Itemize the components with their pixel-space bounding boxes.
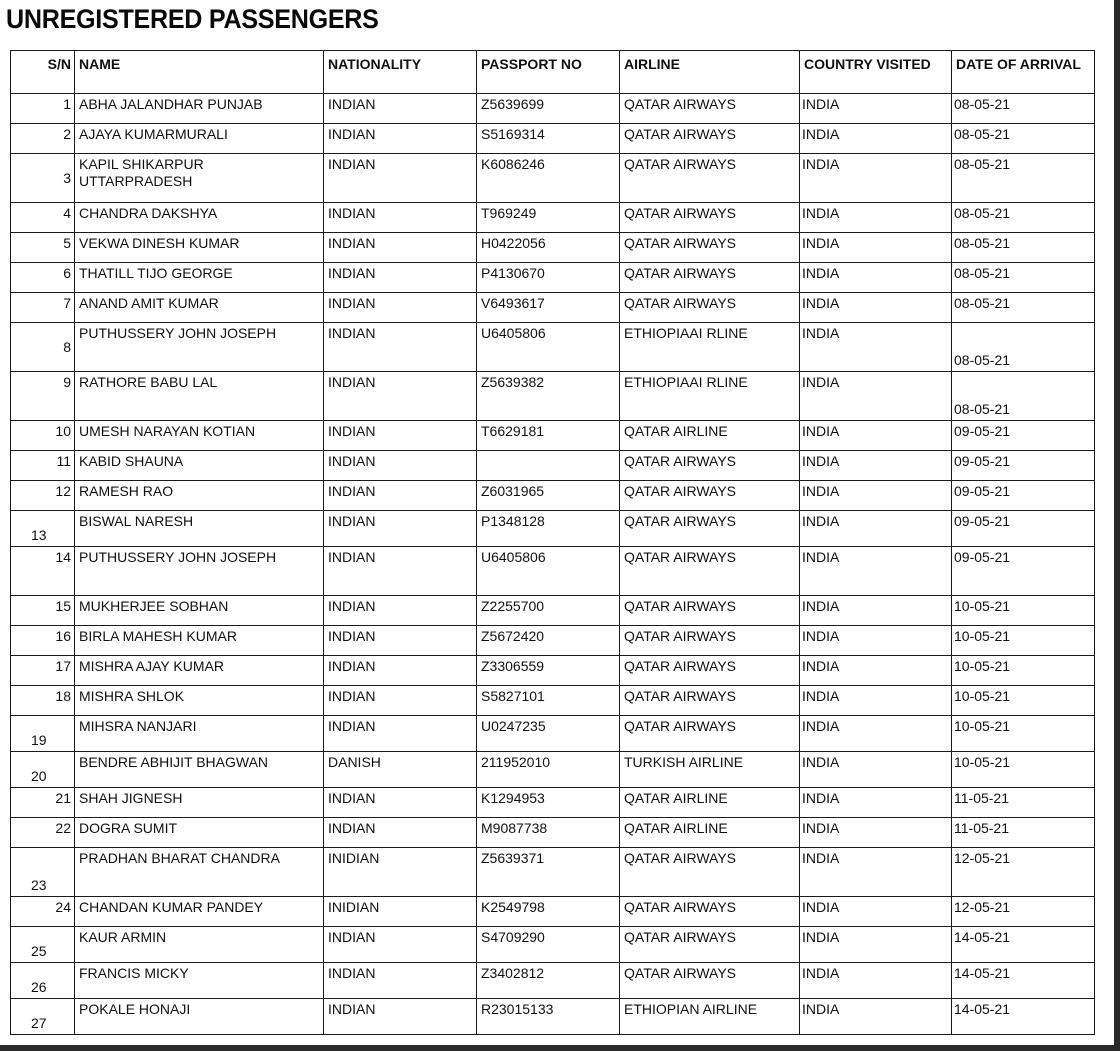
row-date: 08-05-21 (952, 293, 1095, 323)
table-row (11, 999, 1095, 1035)
row-name: ANAND AMIT KUMAR (75, 293, 324, 323)
row-nationality: INDIAN (324, 716, 477, 752)
row-sn: 5 (11, 233, 75, 263)
row-passport: S5827101 (477, 686, 620, 716)
passengers-table (10, 50, 1095, 1035)
table-row (11, 716, 1095, 752)
row-passport: K2549798 (477, 897, 620, 927)
row-country: INDIA (800, 897, 952, 927)
row-airline: QATAR AIRWAYS (620, 626, 800, 656)
row-sn: 16 (11, 626, 75, 656)
row-country: INDIA (800, 788, 952, 818)
row-passport: Z3402812 (477, 963, 620, 999)
row-nationality: DANISH (324, 752, 477, 788)
table-header-row (11, 51, 1095, 94)
row-name: MISHRA SHLOK (75, 686, 324, 716)
row-nationality: INDIAN (324, 323, 477, 372)
row-country: INDIA (800, 124, 952, 154)
row-sn: 18 (11, 686, 75, 716)
row-nationality: INDIAN (324, 293, 477, 323)
row-sn: 12 (11, 481, 75, 511)
row-country: INDIA (800, 596, 952, 626)
row-date: 14-05-21 (952, 927, 1095, 963)
row-passport: P4130670 (477, 263, 620, 293)
row-airline: ETHIOPIAAI RLINE (620, 323, 800, 372)
header-country: COUNTRY VISITED (800, 51, 952, 94)
row-country: INDIA (800, 323, 952, 372)
row-country: INDIA (800, 927, 952, 963)
row-airline: QATAR AIRWAYS (620, 686, 800, 716)
row-sn: 15 (11, 596, 75, 626)
row-country: INDIA (800, 481, 952, 511)
row-name: DOGRA SUMIT (75, 818, 324, 848)
row-passport: S4709290 (477, 927, 620, 963)
row-date: 10-05-21 (952, 686, 1095, 716)
table-row (11, 963, 1095, 999)
row-country: INDIA (800, 421, 952, 451)
row-passport: Z2255700 (477, 596, 620, 626)
row-country: INDIA (800, 716, 952, 752)
row-airline: QATAR AIRLINE (620, 788, 800, 818)
row-date: 09-05-21 (952, 421, 1095, 451)
row-nationality: INDIAN (324, 451, 477, 481)
row-sn: 17 (11, 656, 75, 686)
row-country: INDIA (800, 154, 952, 203)
row-sn: 20 (11, 752, 75, 788)
row-name: RATHORE BABU LAL (75, 372, 324, 421)
row-name: BENDRE ABHIJIT BHAGWAN (75, 752, 324, 788)
row-country: INDIA (800, 752, 952, 788)
row-passport: U6405806 (477, 547, 620, 596)
table-row (11, 656, 1095, 686)
row-country: INDIA (800, 233, 952, 263)
row-name: VEKWA DINESH KUMAR (75, 233, 324, 263)
row-passport: S5169314 (477, 124, 620, 154)
table-row (11, 94, 1095, 124)
table-row (11, 154, 1095, 203)
table-row (11, 293, 1095, 323)
row-sn: 22 (11, 818, 75, 848)
row-airline: QATAR AIRWAYS (620, 511, 800, 547)
row-name: AJAYA KUMARMURALI (75, 124, 324, 154)
row-date: 08-05-21 (952, 203, 1095, 233)
row-passport: V6493617 (477, 293, 620, 323)
row-passport: T6629181 (477, 421, 620, 451)
row-nationality: INDIAN (324, 596, 477, 626)
row-nationality: INDIAN (324, 788, 477, 818)
row-sn: 21 (11, 788, 75, 818)
row-country: INDIA (800, 547, 952, 596)
table-row (11, 788, 1095, 818)
row-airline: QATAR AIRWAYS (620, 481, 800, 511)
row-date: 10-05-21 (952, 716, 1095, 752)
row-sn: 3 (11, 154, 75, 203)
row-country: INDIA (800, 203, 952, 233)
row-name: KAUR ARMIN (75, 927, 324, 963)
row-name: PUTHUSSERY JOHN JOSEPH (75, 547, 324, 596)
row-airline: QATAR AIRWAYS (620, 963, 800, 999)
row-sn: 27 (11, 999, 75, 1035)
table-row (11, 263, 1095, 293)
row-airline: TURKISH AIRLINE (620, 752, 800, 788)
row-nationality: INDIAN (324, 263, 477, 293)
table-row (11, 203, 1095, 233)
row-name: BISWAL NARESH (75, 511, 324, 547)
header-name: NAME (75, 51, 324, 94)
row-name: MUKHERJEE SOBHAN (75, 596, 324, 626)
row-country: INDIA (800, 511, 952, 547)
row-passport: Z5639371 (477, 848, 620, 897)
row-passport: K1294953 (477, 788, 620, 818)
page-title: UNREGISTERED PASSENGERS (6, 4, 379, 34)
row-passport: P1348128 (477, 511, 620, 547)
row-airline: ETHIOPIAN AIRLINE (620, 999, 800, 1035)
table-row (11, 848, 1095, 897)
row-date: 08-05-21 (952, 263, 1095, 293)
row-nationality: INDIAN (324, 927, 477, 963)
table-row (11, 897, 1095, 927)
row-passport: U6405806 (477, 323, 620, 372)
row-name: ABHA JALANDHAR PUNJAB (75, 94, 324, 124)
row-sn: 24 (11, 897, 75, 927)
row-country: INDIA (800, 686, 952, 716)
row-date: 12-05-21 (952, 848, 1095, 897)
row-airline: ETHIOPIAAI RLINE (620, 372, 800, 421)
row-airline: QATAR AIRLINE (620, 818, 800, 848)
row-country: INDIA (800, 848, 952, 897)
row-date: 08-05-21 (952, 323, 1095, 372)
row-sn: 13 (11, 511, 75, 547)
row-airline: QATAR AIRWAYS (620, 547, 800, 596)
row-nationality: INDIAN (324, 124, 477, 154)
row-country: INDIA (800, 293, 952, 323)
row-passport: T969249 (477, 203, 620, 233)
row-nationality: INDIAN (324, 547, 477, 596)
header-airline: AIRLINE (620, 51, 800, 94)
row-sn: 2 (11, 124, 75, 154)
row-passport: Z5672420 (477, 626, 620, 656)
table-row (11, 233, 1095, 263)
row-airline: QATAR AIRWAYS (620, 927, 800, 963)
row-name: MIHSRA NANJARI (75, 716, 324, 752)
table-row (11, 596, 1095, 626)
row-date: 10-05-21 (952, 752, 1095, 788)
row-date: 11-05-21 (952, 818, 1095, 848)
table-row (11, 927, 1095, 963)
table-row (11, 626, 1095, 656)
row-passport: Z6031965 (477, 481, 620, 511)
row-sn: 19 (11, 716, 75, 752)
row-country: INDIA (800, 626, 952, 656)
row-date: 09-05-21 (952, 481, 1095, 511)
row-airline: QATAR AIRWAYS (620, 203, 800, 233)
table-row (11, 421, 1095, 451)
row-nationality: INIDIAN (324, 848, 477, 897)
row-date: 14-05-21 (952, 963, 1095, 999)
row-airline: QATAR AIRWAYS (620, 263, 800, 293)
header-sn: S/N (11, 51, 75, 94)
row-country: INDIA (800, 999, 952, 1035)
row-passport: R23015133 (477, 999, 620, 1035)
row-sn: 25 (11, 927, 75, 963)
row-country: INDIA (800, 94, 952, 124)
row-nationality: INDIAN (324, 94, 477, 124)
row-nationality: INDIAN (324, 233, 477, 263)
row-airline: QATAR AIRWAYS (620, 94, 800, 124)
row-nationality: INDIAN (324, 511, 477, 547)
row-date: 08-05-21 (952, 124, 1095, 154)
table-row (11, 686, 1095, 716)
row-name: BIRLA MAHESH KUMAR (75, 626, 324, 656)
row-sn: 1 (11, 94, 75, 124)
row-name: THATILL TIJO GEORGE (75, 263, 324, 293)
row-nationality: INDIAN (324, 481, 477, 511)
row-date: 11-05-21 (952, 788, 1095, 818)
row-date: 10-05-21 (952, 656, 1095, 686)
row-airline: QATAR AIRWAYS (620, 124, 800, 154)
table-row (11, 818, 1095, 848)
row-airline: QATAR AIRWAYS (620, 656, 800, 686)
row-sn: 6 (11, 263, 75, 293)
row-passport: M9087738 (477, 818, 620, 848)
row-date: 14-05-21 (952, 999, 1095, 1035)
row-name: UMESH NARAYAN KOTIAN (75, 421, 324, 451)
table-row (11, 124, 1095, 154)
row-name: PRADHAN BHARAT CHANDRA (75, 848, 324, 897)
row-passport: Z5639382 (477, 372, 620, 421)
row-passport: 211952010 (477, 752, 620, 788)
row-nationality: INDIAN (324, 686, 477, 716)
row-sn: 9 (11, 372, 75, 421)
row-name: RAMESH RAO (75, 481, 324, 511)
row-airline: QATAR AIRWAYS (620, 233, 800, 263)
row-airline: QATAR AIRWAYS (620, 716, 800, 752)
header-date: DATE OF ARRIVAL (952, 51, 1095, 94)
row-sn: 11 (11, 451, 75, 481)
table-row (11, 372, 1095, 421)
table-row (11, 451, 1095, 481)
table-row (11, 481, 1095, 511)
row-country: INDIA (800, 372, 952, 421)
row-airline: QATAR AIRWAYS (620, 451, 800, 481)
row-name: CHANDAN KUMAR PANDEY (75, 897, 324, 927)
row-date: 08-05-21 (952, 233, 1095, 263)
row-passport (477, 451, 620, 481)
row-nationality: INDIAN (324, 999, 477, 1035)
row-passport: Z3306559 (477, 656, 620, 686)
row-name: KAPIL SHIKARPUR UTTARPRADESH (75, 154, 324, 203)
row-nationality: INDIAN (324, 154, 477, 203)
row-name: MISHRA AJAY KUMAR (75, 656, 324, 686)
row-nationality: INIDIAN (324, 897, 477, 927)
header-passport: PASSPORT NO (477, 51, 620, 94)
row-date: 10-05-21 (952, 626, 1095, 656)
row-passport: K6086246 (477, 154, 620, 203)
row-passport: U0247235 (477, 716, 620, 752)
row-airline: QATAR AIRWAYS (620, 897, 800, 927)
row-airline: QATAR AIRWAYS (620, 596, 800, 626)
row-date: 08-05-21 (952, 372, 1095, 421)
row-sn: 10 (11, 421, 75, 451)
row-country: INDIA (800, 451, 952, 481)
row-nationality: INDIAN (324, 626, 477, 656)
table-row (11, 752, 1095, 788)
row-date: 08-05-21 (952, 94, 1095, 124)
table-row (11, 547, 1095, 596)
row-nationality: INDIAN (324, 963, 477, 999)
row-sn: 8 (11, 323, 75, 372)
table-row (11, 511, 1095, 547)
row-sn: 14 (11, 547, 75, 596)
row-date: 09-05-21 (952, 511, 1095, 547)
row-sn: 23 (11, 848, 75, 897)
row-date: 10-05-21 (952, 596, 1095, 626)
row-date: 12-05-21 (952, 897, 1095, 927)
row-name: FRANCIS MICKY (75, 963, 324, 999)
row-date: 09-05-21 (952, 547, 1095, 596)
row-country: INDIA (800, 263, 952, 293)
row-airline: QATAR AIRWAYS (620, 154, 800, 203)
row-name: POKALE HONAJI (75, 999, 324, 1035)
row-airline: QATAR AIRWAYS (620, 293, 800, 323)
row-nationality: INDIAN (324, 656, 477, 686)
row-country: INDIA (800, 963, 952, 999)
row-nationality: INDIAN (324, 818, 477, 848)
row-nationality: INDIAN (324, 372, 477, 421)
row-sn: 4 (11, 203, 75, 233)
row-date: 08-05-21 (952, 154, 1095, 203)
row-name: SHAH JIGNESH (75, 788, 324, 818)
row-name: CHANDRA DAKSHYA (75, 203, 324, 233)
row-airline: QATAR AIRLINE (620, 421, 800, 451)
row-nationality: INDIAN (324, 203, 477, 233)
row-name: KABID SHAUNA (75, 451, 324, 481)
row-sn: 7 (11, 293, 75, 323)
row-sn: 26 (11, 963, 75, 999)
row-airline: QATAR AIRWAYS (620, 848, 800, 897)
row-name: PUTHUSSERY JOHN JOSEPH (75, 323, 324, 372)
row-passport: Z5639699 (477, 94, 620, 124)
row-date: 09-05-21 (952, 451, 1095, 481)
row-country: INDIA (800, 818, 952, 848)
row-nationality: INDIAN (324, 421, 477, 451)
row-country: INDIA (800, 656, 952, 686)
header-nationality: NATIONALITY (324, 51, 477, 94)
row-passport: H0422056 (477, 233, 620, 263)
table-row (11, 323, 1095, 372)
